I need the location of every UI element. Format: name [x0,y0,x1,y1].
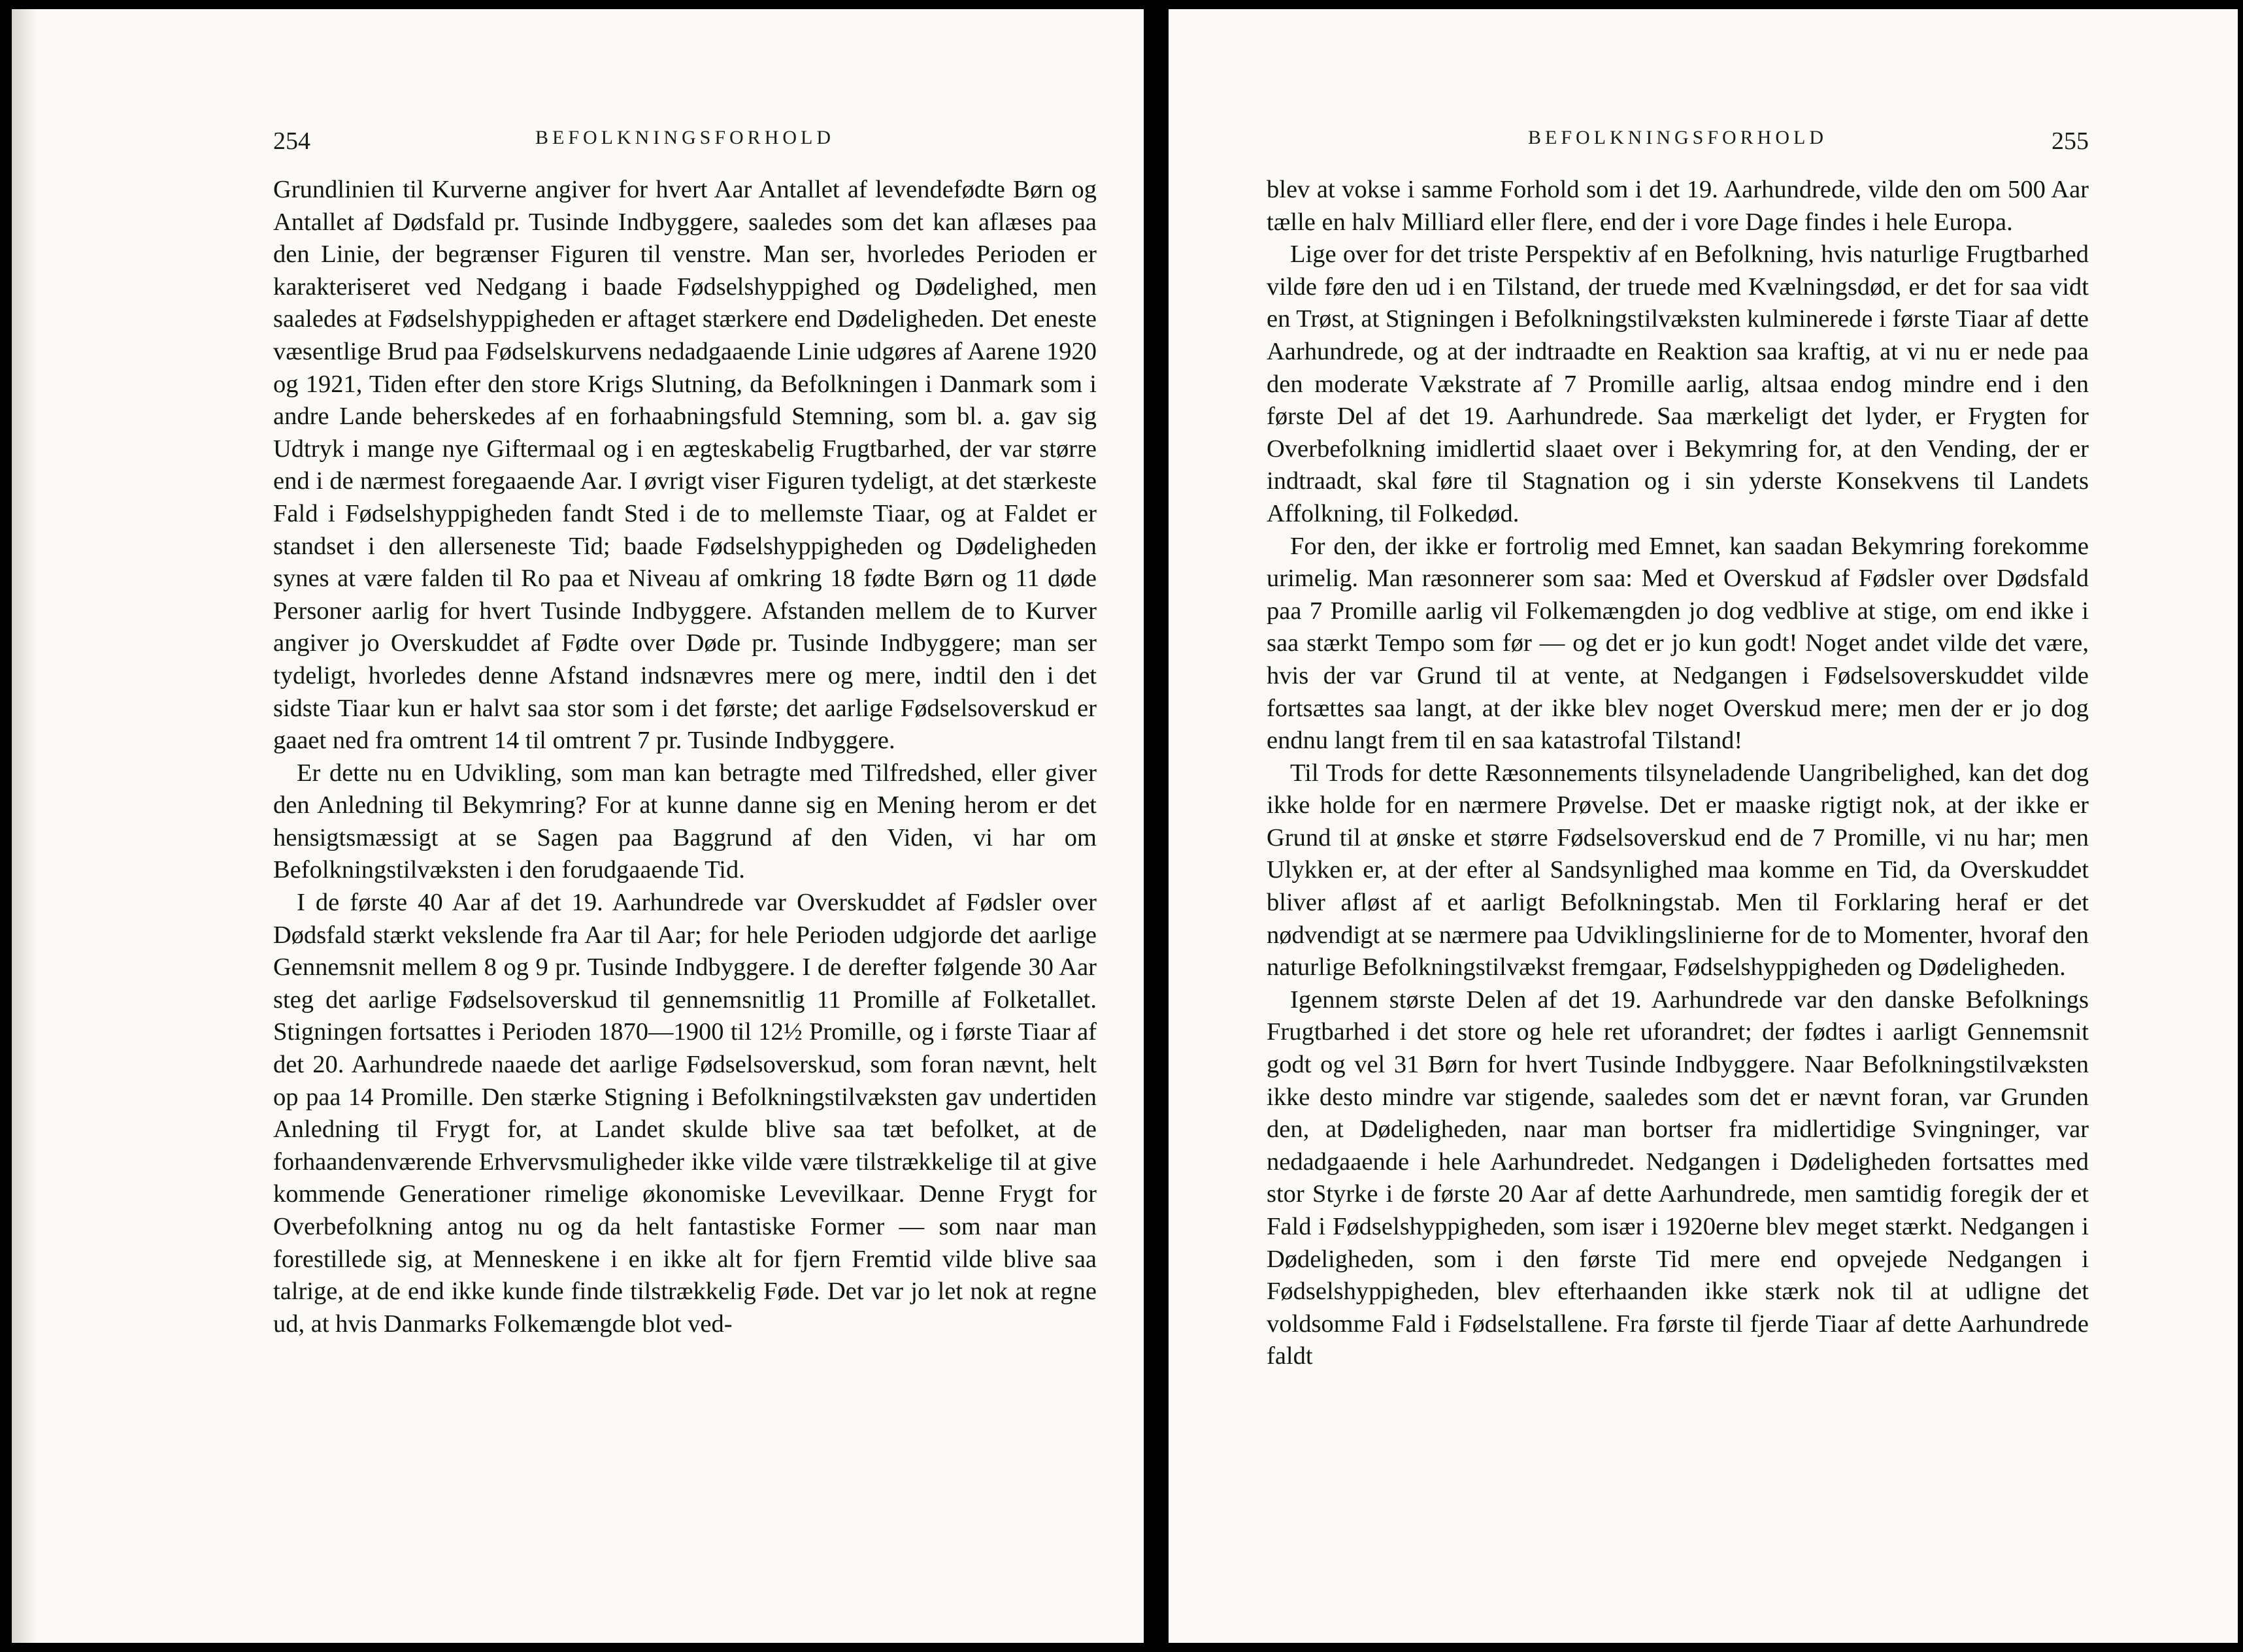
paragraph: Lige over for det triste Perspektiv af en Befolkning, hvis naturlige Frugtbarhed vilde føre den ud i en Tilstand, der truede med Kvælningsdød, er det for saa vidt en Trøst, at Stigningen i Befolkningstilvæksten kulminerede i første Tiaar af dette Aarhundrede, og at der indtraadte en Reaktion saa kraftig, at vi nu er nede paa den moderate Vækstrate af 7 Promille aarlig, altsaa endog mindre end i den første Del af det 19. Aarhundrede. Saa mærkeligt det lyder, er Frygten for Overbefolkning imidlertid slaaet over i Bekymring for, at den Vending, der er indtraadt, skal føre til Stagnation og i sin yderste Konsekvens til Landets Affolkning, til Folkedød. [1267,240,2089,527]
right-page-body [1267,174,2089,1373]
book-gutter [1144,0,1169,1652]
paragraph: For den, der ikke er fortrolig med Emnet, kan saadan Bekymring forekomme urimelig. Man ræsonnerer som saa: Med et Overskud af Fødsler over Dødsfald paa 7 Promille aarlig vil Folkemængden jo dog vedblive at stige, om end ikke i saa stærkt Tempo som før — og det er jo kun godt! Noget andet vilde det være, hvis der var Grund til at vente, at Nedgangen i Fødselsoverskuddet vilde fortsættes saa langt, at der ikke blev noget Overskud mere; men der er jo dog endnu langt frem til en saa katastrofal Tilstand! [1267,532,2089,755]
page-edge-shade [12,9,38,1643]
left-page [12,9,1144,1643]
paragraph: Grundlinien til Kurverne angiver for hvert Aar Antallet af levendefødte Børn og Antallet af Dødsfald pr. Tusinde Indbyggere, saaledes som det kan aflæses paa den Linie, der begrænser Figuren til venstre. Man ser, hvorledes Perioden er karakteriseret ved Nedgang i baade Fødselshyppighed og Dødelighed, men saaledes at Fødselshyppigheden er aftaget stærkere end Dødeligheden. Det eneste væsentlige Brud paa Fødselskurvens nedadgaaende Linie udgøres af Aarene 1920 og 1921, Tiden efter den store Krigs Slutning, da Befolkningen i Danmark som i andre Lande beherskedes af en forhaabningsfuld Stemning, som bl. a. gav sig Udtryk i mange nye Giftermaal og i en ægteskabelig Frugtbarhed, der var større end i de nærmest foregaaende Aar. I øvrigt viser Figuren tydeligt, at det stærkeste Fald i Fødselshyppigheden fandt Sted i de to mellemste Tiaar, og at Faldet er standset i den allerseneste Tid; baade Fødselshyppigheden og Dødeligheden synes at være falden til Ro paa et Niveau af omkring 18 fødte Børn og 11 døde Personer aarlig for hvert Tusinde Indbyggere. Afstanden mellem de to Kurver angiver jo Overskuddet af Fødte over Døde pr. Tusinde Indbyggere; man ser tydeligt, hvorledes denne Afstand indsnævres mere og mere, indtil den i det sidste Tiaar kun er halvt saa stor som i det første; det aarlige Fødselsoverskud er gaaet ned fra omtrent 14 til omtrent 7 pr. Tusinde Indbyggere. [273,176,1097,755]
running-head: BEFOLKNINGSFORHOLD [535,127,835,148]
paragraph: I de første 40 Aar af det 19. Aarhundrede var Overskuddet af Fødsler over Dødsfald stærkt vekslende fra Aar til Aar; for hele Perioden udgjorde det aarlige Gennemsnit mellem 8 og 9 pr. Tusinde Indbyggere. I de derefter følgende 30 Aar steg det aarlige Fødselsoverskud til gennemsnitlig 11 Promille af Folketallet. Stigningen fortsattes i Perioden 1870—1900 til 12½ Promille, og i første Tiaar af det 20. Aarhundrede naaede det aarlige Fødselsoverskud, som foran nævnt, helt op paa 14 Promille. Den stærke Stigning i Befolkningstilvæksten gav undertiden Anledning til Frygt for, at Landet skulde blive saa tæt befolket, at de forhaandenværende Erhvervsmuligheder ikke vilde være tilstrækkelige til at give kommende Generationer rimelige økonomiske Levevilkaar. Denne Frygt for Overbefolkning antog nu og da helt fantastiske Former — som naar man forestillede sig, at Menneskene i en ikke alt for fjern Fremtid vilde blive saa talrige, at de end ikke kunde finde tilstrækkelig Føde. Det var jo let nok at regne ud, at hvis Danmarks Folkemængde blot ved- [273,889,1097,1338]
right-page [1169,9,2238,1643]
left-page-header [273,119,1097,165]
paragraph: blev at vokse i samme Forhold som i det 19. Aarhundrede, vilde den om 500 Aar tælle en halv Milliard eller flere, end der i vore Dage findes i hele Europa. [1267,176,2089,236]
page-number: 254 [273,127,310,155]
paragraph: Er dette nu en Udvikling, som man kan betragte med Tilfredshed, eller giver den Anledning til Bekymring? For at kunne danne sig en Mening herom er det hensigtsmæssigt at se Sagen paa Baggrund af den Viden, vi har om Befolkningstilvæksten i den forudgaaende Tid. [273,759,1097,884]
running-head: BEFOLKNINGSFORHOLD [1527,127,1828,148]
left-page-body [273,174,1097,1340]
page-number: 255 [2052,127,2089,155]
paragraph: Til Trods for dette Ræsonnements tilsyneladende Uangribelighed, kan det dog ikke holde for en nærmere Prøvelse. Det er maaske rigtigt nok, at der ikke er Grund til at ønske et større Fødselsoverskud end de 7 Promille, vi nu har; men Ulykken er, at der efter al Sandsynlighed maa komme en Tid, da Overskuddet bliver afløst af et aarligt Befolkningstab. Men til Forklaring heraf er det nødvendigt at se nærmere paa Udviklingslinierne for de to Momenter, hvoraf den naturlige Befolkningstilvækst fremgaar, Fødselshyppigheden og Dødeligheden. [1267,759,2089,982]
left-page-content [273,119,1097,1340]
right-page-header [1267,119,2089,165]
paragraph: Igennem største Delen af det 19. Aarhundrede var den danske Befolknings Frugtbarhed i det store og hele ret uforandret; der fødtes i aarligt Gennemsnit godt og vel 31 Børn for hvert Tusinde Indbyggere. Naar Befolkningstilvæksten ikke desto mindre var stigende, saaledes som det er nævnt foran, var Grunden den, at Dødeligheden, naar man bortser fra midlertidige Svingninger, var nedadgaaende i hele Aarhundredet. Nedgangen i Dødeligheden fortsattes med stor Styrke i de første 20 Aar af dette Aarhundrede, men samtidig foregik der et Fald i Fødselshyppigheden, som især i 1920erne blev meget stærkt. Nedgangen i Dødeligheden, som i den første Tid mere end opvejede Nedgangen i Fødselshyppigheden, blev efterhaanden ikke stærk nok til at udligne det voldsomme Fald i Fødselstallene. Fra første til fjerde Tiaar af dette Aarhundrede faldt [1267,985,2089,1370]
right-page-content [1267,119,2089,1373]
